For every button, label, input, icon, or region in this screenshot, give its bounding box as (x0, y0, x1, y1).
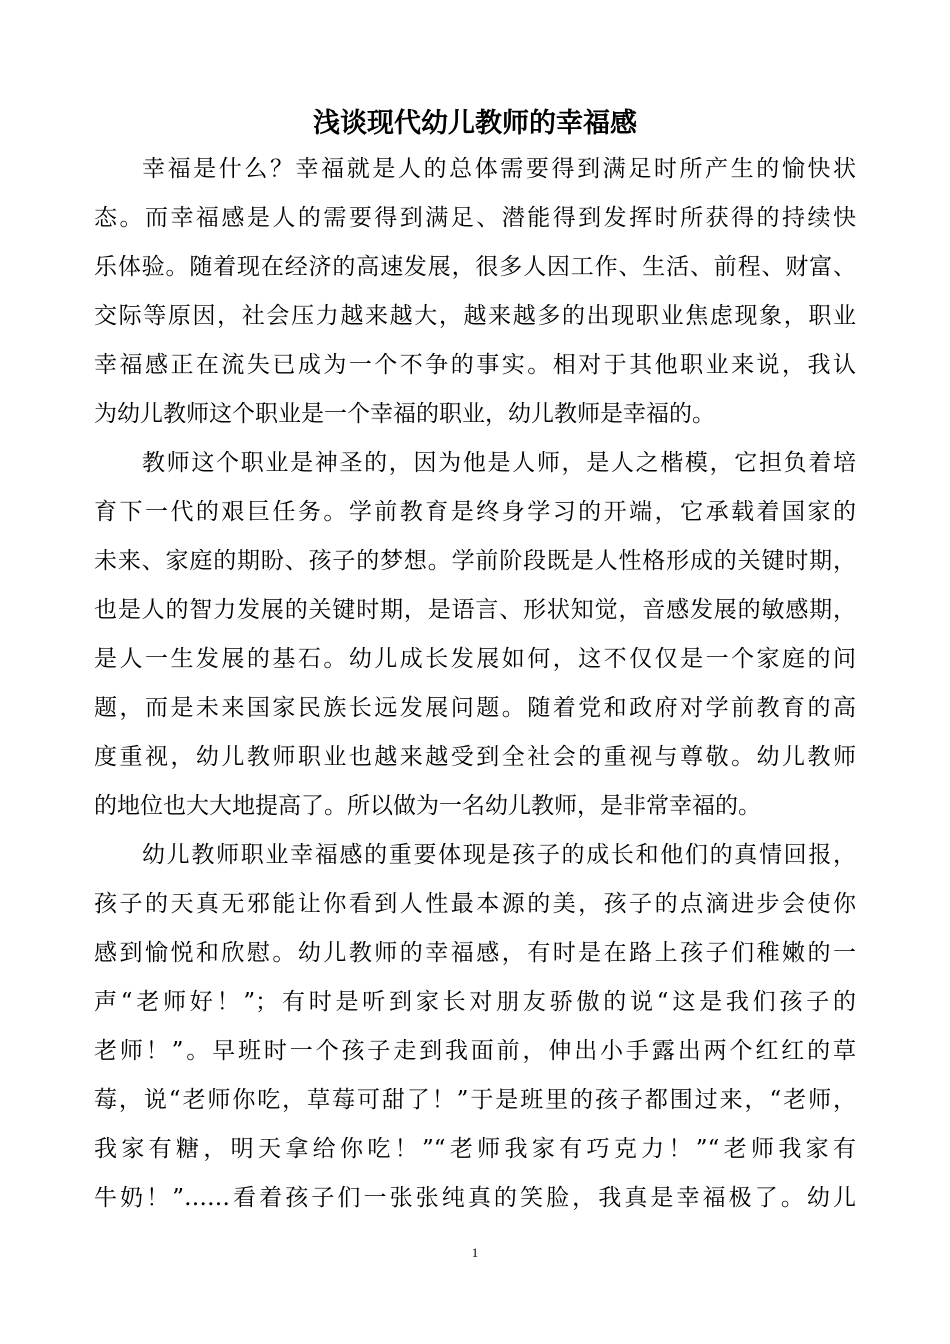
paragraph-3-line-5: 老师！”。早班时一个孩子走到我面前，伸出小手露出两个红红的草 (94, 1038, 856, 1064)
paragraph-1-line-4: 交际等原因，社会压力越来越大，越来越多的出现职业焦虑现象，职业 (94, 303, 856, 329)
paragraph-2-line-1: 教师这个职业是神圣的，因为他是人师，是人之楷模，它担负着培 (142, 450, 856, 476)
paragraph-3-line-3: 感到愉悦和欣慰。幼儿教师的幸福感，有时是在路上孩子们稚嫩的一 (94, 940, 856, 966)
paragraph-1-line-1: 幸福是什么？幸福就是人的总体需要得到满足时所产生的愉快状 (142, 156, 856, 182)
paragraph-2-line-5: 是人一生发展的基石。幼儿成长发展如何，这不仅仅是一个家庭的问 (94, 646, 856, 672)
paragraph-2-line-8: 的地位也大大地提高了。所以做为一名幼儿教师，是非常幸福的。 (94, 793, 761, 819)
paragraph-3-line-7: 我家有糖，明天拿给你吃！”“老师我家有巧克力！”“老师我家有 (94, 1136, 856, 1162)
paragraph-3-line-2: 孩子的天真无邪能让你看到人性最本源的美，孩子的点滴进步会使你 (94, 891, 856, 917)
paragraph-3-line-8: 牛奶！”……看着孩子们一张张纯真的笑脸，我真是幸福极了。幼儿 (94, 1185, 856, 1211)
paragraph-1-line-2: 态。而幸福感是人的需要得到满足、潜能得到发挥时所获得的持续快 (94, 205, 856, 231)
paragraph-1-line-6: 为幼儿教师这个职业是一个幸福的职业，幼儿教师是幸福的。 (94, 401, 715, 427)
paragraph-2-line-6: 题，而是未来国家民族长远发展问题。随着党和政府对学前教育的高 (94, 695, 856, 721)
paragraph-3-line-4: 声“老师好！”；有时是听到家长对朋友骄傲的说“这是我们孩子的 (94, 989, 856, 1015)
page-number: 1 (471, 1245, 479, 1260)
document-title: 浅谈现代幼儿教师的幸福感 (313, 108, 637, 139)
paragraph-2-line-4: 也是人的智力发展的关键时期，是语言、形状知觉，音感发展的敏感期， (94, 597, 856, 623)
paragraph-1-line-3: 乐体验。随着现在经济的高速发展，很多人因工作、生活、前程、财富、 (94, 254, 856, 280)
paragraph-3-line-6: 莓，说“老师你吃，草莓可甜了！”于是班里的孩子都围过来，“老师， (94, 1087, 856, 1113)
paragraph-2-line-7: 度重视，幼儿教师职业也越来越受到全社会的重视与尊敬。幼儿教师 (94, 744, 856, 770)
paragraph-2-line-2: 育下一代的艰巨任务。学前教育是终身学习的开端，它承载着国家的 (94, 499, 856, 525)
paragraph-3-line-1: 幼儿教师职业幸福感的重要体现是孩子的成长和他们的真情回报， (142, 842, 856, 868)
paragraph-1-line-5: 幸福感正在流失已成为一个不争的事实。相对于其他职业来说，我认 (94, 352, 856, 378)
paragraph-2-line-3: 未来、家庭的期盼、孩子的梦想。学前阶段既是人性格形成的关键时期， (94, 548, 856, 574)
